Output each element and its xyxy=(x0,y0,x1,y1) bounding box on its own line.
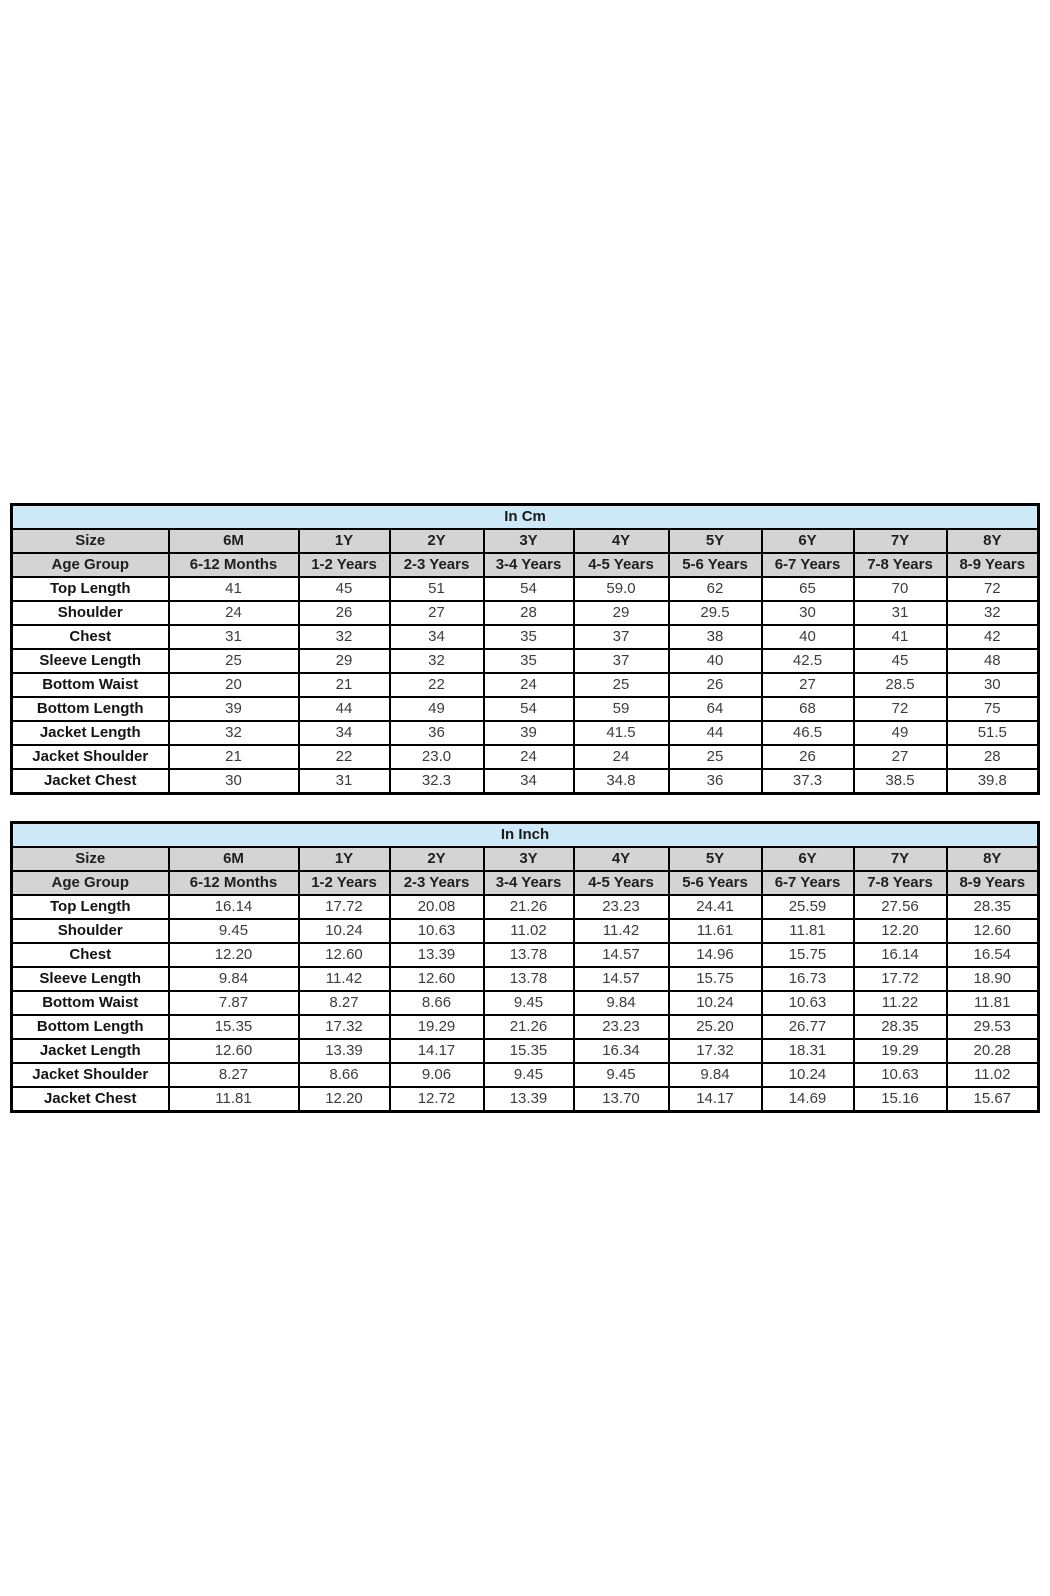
measurement-value: 11.42 xyxy=(299,967,390,991)
measurement-label: Jacket Shoulder xyxy=(12,1063,169,1087)
measurement-label: Jacket Length xyxy=(12,1039,169,1063)
header-value-cell: 6-7 Years xyxy=(762,553,854,577)
measurement-value: 51 xyxy=(390,577,484,601)
measurement-value: 8.27 xyxy=(169,1063,299,1087)
size-table-inch xyxy=(10,821,1040,1113)
measurement-value: 42 xyxy=(947,625,1039,649)
header-value-cell: 8Y xyxy=(947,529,1039,553)
measurement-value: 34 xyxy=(484,769,574,794)
measurement-value: 51.5 xyxy=(947,721,1039,745)
measurement-row xyxy=(12,625,1039,649)
measurement-value: 11.81 xyxy=(947,991,1039,1015)
measurement-value: 36 xyxy=(669,769,762,794)
measurement-value: 26 xyxy=(669,673,762,697)
measurement-value: 27.56 xyxy=(854,895,947,919)
measurement-value: 9.45 xyxy=(169,919,299,943)
measurement-value: 12.20 xyxy=(854,919,947,943)
measurement-value: 13.39 xyxy=(484,1087,574,1112)
measurement-value: 28 xyxy=(947,745,1039,769)
measurement-value: 75 xyxy=(947,697,1039,721)
measurement-value: 8.27 xyxy=(299,991,390,1015)
size-charts-container xyxy=(10,503,1037,1113)
measurement-value: 39 xyxy=(484,721,574,745)
table-title-cm: In Cm xyxy=(12,505,1039,530)
measurement-row xyxy=(12,673,1039,697)
header-value-cell: 4-5 Years xyxy=(574,553,669,577)
measurement-value: 23.23 xyxy=(574,895,669,919)
measurement-label: Bottom Waist xyxy=(12,991,169,1015)
measurement-value: 44 xyxy=(299,697,390,721)
measurement-value: 9.84 xyxy=(574,991,669,1015)
measurement-value: 20 xyxy=(169,673,299,697)
measurement-value: 35 xyxy=(484,649,574,673)
measurement-value: 14.57 xyxy=(574,967,669,991)
measurement-value: 9.84 xyxy=(669,1063,762,1087)
measurement-row xyxy=(12,577,1039,601)
measurement-value: 38.5 xyxy=(854,769,947,794)
table-title-row xyxy=(12,505,1039,530)
measurement-value: 59 xyxy=(574,697,669,721)
measurement-row xyxy=(12,697,1039,721)
measurement-value: 14.17 xyxy=(669,1087,762,1112)
table-title-row xyxy=(12,823,1039,848)
measurement-value: 28.35 xyxy=(854,1015,947,1039)
measurement-label: Shoulder xyxy=(12,601,169,625)
measurement-value: 11.81 xyxy=(169,1087,299,1112)
measurement-value: 72 xyxy=(854,697,947,721)
measurement-value: 32.3 xyxy=(390,769,484,794)
measurement-value: 11.02 xyxy=(484,919,574,943)
measurement-row xyxy=(12,649,1039,673)
size-table-cm xyxy=(10,503,1040,795)
header-value-cell: 8-9 Years xyxy=(947,871,1039,895)
measurement-value: 21 xyxy=(299,673,390,697)
header-value-cell: 1Y xyxy=(299,529,390,553)
measurement-value: 17.32 xyxy=(299,1015,390,1039)
header-value-cell: 2Y xyxy=(390,847,484,871)
measurement-value: 32 xyxy=(947,601,1039,625)
measurement-label: Sleeve Length xyxy=(12,649,169,673)
header-value-cell: 6-12 Months xyxy=(169,871,299,895)
header-value-cell: 1Y xyxy=(299,847,390,871)
measurement-value: 11.42 xyxy=(574,919,669,943)
measurement-value: 21.26 xyxy=(484,895,574,919)
measurement-label: Jacket Length xyxy=(12,721,169,745)
measurement-value: 41 xyxy=(854,625,947,649)
header-value-cell: 6-12 Months xyxy=(169,553,299,577)
measurement-value: 31 xyxy=(854,601,947,625)
measurement-value: 11.81 xyxy=(762,919,854,943)
measurement-value: 39.8 xyxy=(947,769,1039,794)
measurement-value: 12.60 xyxy=(169,1039,299,1063)
header-value-cell: 1-2 Years xyxy=(299,553,390,577)
table-title-inch: In Inch xyxy=(12,823,1039,848)
measurement-value: 40 xyxy=(669,649,762,673)
measurement-row xyxy=(12,919,1039,943)
measurement-value: 12.60 xyxy=(947,919,1039,943)
measurement-value: 30 xyxy=(947,673,1039,697)
measurement-label: Bottom Waist xyxy=(12,673,169,697)
measurement-row xyxy=(12,1015,1039,1039)
measurement-value: 27 xyxy=(390,601,484,625)
measurement-value: 17.72 xyxy=(299,895,390,919)
measurement-value: 15.75 xyxy=(762,943,854,967)
measurement-value: 45 xyxy=(854,649,947,673)
measurement-value: 70 xyxy=(854,577,947,601)
measurement-value: 8.66 xyxy=(299,1063,390,1087)
measurement-value: 30 xyxy=(169,769,299,794)
measurement-value: 12.20 xyxy=(299,1087,390,1112)
measurement-value: 16.34 xyxy=(574,1039,669,1063)
header-value-cell: 7Y xyxy=(854,847,947,871)
measurement-value: 12.20 xyxy=(169,943,299,967)
measurement-value: 32 xyxy=(390,649,484,673)
header-value-cell: 6M xyxy=(169,847,299,871)
measurement-value: 26.77 xyxy=(762,1015,854,1039)
header-value-cell: 5-6 Years xyxy=(669,871,762,895)
measurement-label: Jacket Chest xyxy=(12,769,169,794)
header-value-cell: 8-9 Years xyxy=(947,553,1039,577)
measurement-value: 37.3 xyxy=(762,769,854,794)
measurement-value: 72 xyxy=(947,577,1039,601)
header-value-cell: 7Y xyxy=(854,529,947,553)
header-value-cell: 3-4 Years xyxy=(484,553,574,577)
measurement-value: 13.39 xyxy=(390,943,484,967)
header-value-cell: 6Y xyxy=(762,847,854,871)
measurement-value: 24 xyxy=(484,673,574,697)
measurement-value: 22 xyxy=(390,673,484,697)
header-value-cell: 6-7 Years xyxy=(762,871,854,895)
measurement-value: 8.66 xyxy=(390,991,484,1015)
measurement-value: 11.02 xyxy=(947,1063,1039,1087)
measurement-value: 30 xyxy=(762,601,854,625)
measurement-value: 28 xyxy=(484,601,574,625)
measurement-label: Jacket Chest xyxy=(12,1087,169,1112)
measurement-value: 34 xyxy=(299,721,390,745)
measurement-row xyxy=(12,601,1039,625)
size-header-row xyxy=(12,529,1039,553)
measurement-value: 13.78 xyxy=(484,967,574,991)
measurement-value: 25 xyxy=(669,745,762,769)
measurement-value: 48 xyxy=(947,649,1039,673)
measurement-value: 13.78 xyxy=(484,943,574,967)
measurement-value: 10.24 xyxy=(299,919,390,943)
measurement-label: Top Length xyxy=(12,895,169,919)
header-value-cell: 2-3 Years xyxy=(390,871,484,895)
measurement-value: 12.60 xyxy=(299,943,390,967)
header-value-cell: 7-8 Years xyxy=(854,871,947,895)
measurement-value: 14.57 xyxy=(574,943,669,967)
measurement-value: 12.60 xyxy=(390,967,484,991)
measurement-label: Top Length xyxy=(12,577,169,601)
measurement-value: 22 xyxy=(299,745,390,769)
measurement-row xyxy=(12,769,1039,794)
measurement-value: 54 xyxy=(484,697,574,721)
measurement-value: 20.28 xyxy=(947,1039,1039,1063)
measurement-value: 17.72 xyxy=(854,967,947,991)
measurement-row xyxy=(12,721,1039,745)
measurement-row xyxy=(12,745,1039,769)
measurement-value: 49 xyxy=(390,697,484,721)
measurement-value: 59.0 xyxy=(574,577,669,601)
measurement-value: 18.90 xyxy=(947,967,1039,991)
measurement-value: 25 xyxy=(169,649,299,673)
header-value-cell: 6M xyxy=(169,529,299,553)
measurement-label: Chest xyxy=(12,943,169,967)
measurement-value: 9.06 xyxy=(390,1063,484,1087)
measurement-label: Bottom Length xyxy=(12,1015,169,1039)
measurement-value: 9.45 xyxy=(484,1063,574,1087)
header-label-cell: Size xyxy=(12,847,169,871)
measurement-value: 26 xyxy=(762,745,854,769)
measurement-value: 36 xyxy=(390,721,484,745)
measurement-value: 15.35 xyxy=(484,1039,574,1063)
measurement-row xyxy=(12,895,1039,919)
measurement-value: 10.24 xyxy=(762,1063,854,1087)
measurement-value: 32 xyxy=(299,625,390,649)
measurement-value: 15.16 xyxy=(854,1087,947,1112)
measurement-value: 11.61 xyxy=(669,919,762,943)
measurement-value: 28.35 xyxy=(947,895,1039,919)
measurement-row xyxy=(12,991,1039,1015)
measurement-value: 23.0 xyxy=(390,745,484,769)
measurement-row xyxy=(12,967,1039,991)
measurement-value: 13.39 xyxy=(299,1039,390,1063)
measurement-value: 29.5 xyxy=(669,601,762,625)
measurement-row xyxy=(12,1039,1039,1063)
measurement-value: 16.54 xyxy=(947,943,1039,967)
measurement-value: 14.69 xyxy=(762,1087,854,1112)
measurement-value: 29 xyxy=(299,649,390,673)
header-value-cell: 3-4 Years xyxy=(484,871,574,895)
header-value-cell: 8Y xyxy=(947,847,1039,871)
measurement-value: 13.70 xyxy=(574,1087,669,1112)
header-value-cell: 3Y xyxy=(484,847,574,871)
measurement-value: 44 xyxy=(669,721,762,745)
age-group-header-row xyxy=(12,871,1039,895)
header-label-cell: Age Group xyxy=(12,553,169,577)
measurement-value: 16.14 xyxy=(169,895,299,919)
measurement-value: 9.45 xyxy=(484,991,574,1015)
measurement-value: 15.75 xyxy=(669,967,762,991)
header-value-cell: 7-8 Years xyxy=(854,553,947,577)
measurement-value: 7.87 xyxy=(169,991,299,1015)
size-header-row xyxy=(12,847,1039,871)
measurement-value: 25.59 xyxy=(762,895,854,919)
measurement-value: 11.22 xyxy=(854,991,947,1015)
measurement-value: 15.35 xyxy=(169,1015,299,1039)
measurement-value: 37 xyxy=(574,649,669,673)
measurement-value: 27 xyxy=(854,745,947,769)
measurement-value: 34.8 xyxy=(574,769,669,794)
measurement-value: 40 xyxy=(762,625,854,649)
measurement-value: 24 xyxy=(169,601,299,625)
measurement-value: 9.84 xyxy=(169,967,299,991)
measurement-value: 54 xyxy=(484,577,574,601)
header-label-cell: Size xyxy=(12,529,169,553)
header-value-cell: 2-3 Years xyxy=(390,553,484,577)
header-value-cell: 2Y xyxy=(390,529,484,553)
measurement-label: Shoulder xyxy=(12,919,169,943)
header-value-cell: 5Y xyxy=(669,847,762,871)
measurement-row xyxy=(12,1063,1039,1087)
measurement-value: 31 xyxy=(169,625,299,649)
measurement-value: 41 xyxy=(169,577,299,601)
measurement-value: 10.63 xyxy=(854,1063,947,1087)
measurement-value: 14.96 xyxy=(669,943,762,967)
measurement-value: 64 xyxy=(669,697,762,721)
header-value-cell: 3Y xyxy=(484,529,574,553)
measurement-row xyxy=(12,1087,1039,1112)
measurement-value: 28.5 xyxy=(854,673,947,697)
measurement-value: 62 xyxy=(669,577,762,601)
header-value-cell: 1-2 Years xyxy=(299,871,390,895)
measurement-label: Jacket Shoulder xyxy=(12,745,169,769)
measurement-value: 26 xyxy=(299,601,390,625)
measurement-value: 24.41 xyxy=(669,895,762,919)
measurement-value: 39 xyxy=(169,697,299,721)
measurement-value: 68 xyxy=(762,697,854,721)
measurement-value: 10.63 xyxy=(762,991,854,1015)
measurement-label: Bottom Length xyxy=(12,697,169,721)
measurement-value: 10.63 xyxy=(390,919,484,943)
measurement-value: 24 xyxy=(574,745,669,769)
measurement-value: 9.45 xyxy=(574,1063,669,1087)
measurement-value: 10.24 xyxy=(669,991,762,1015)
measurement-value: 20.08 xyxy=(390,895,484,919)
header-value-cell: 4-5 Years xyxy=(574,871,669,895)
measurement-value: 17.32 xyxy=(669,1039,762,1063)
measurement-value: 16.73 xyxy=(762,967,854,991)
measurement-value: 18.31 xyxy=(762,1039,854,1063)
measurement-value: 32 xyxy=(169,721,299,745)
measurement-value: 38 xyxy=(669,625,762,649)
measurement-value: 35 xyxy=(484,625,574,649)
measurement-value: 23.23 xyxy=(574,1015,669,1039)
age-group-header-row xyxy=(12,553,1039,577)
measurement-value: 31 xyxy=(299,769,390,794)
measurement-value: 12.72 xyxy=(390,1087,484,1112)
measurement-value: 21 xyxy=(169,745,299,769)
measurement-value: 29 xyxy=(574,601,669,625)
measurement-value: 37 xyxy=(574,625,669,649)
measurement-label: Sleeve Length xyxy=(12,967,169,991)
header-value-cell: 5-6 Years xyxy=(669,553,762,577)
measurement-value: 19.29 xyxy=(390,1015,484,1039)
measurement-value: 15.67 xyxy=(947,1087,1039,1112)
measurement-value: 41.5 xyxy=(574,721,669,745)
measurement-label: Chest xyxy=(12,625,169,649)
measurement-value: 25.20 xyxy=(669,1015,762,1039)
measurement-value: 29.53 xyxy=(947,1015,1039,1039)
header-value-cell: 5Y xyxy=(669,529,762,553)
measurement-value: 46.5 xyxy=(762,721,854,745)
measurement-value: 42.5 xyxy=(762,649,854,673)
measurement-value: 24 xyxy=(484,745,574,769)
measurement-value: 21.26 xyxy=(484,1015,574,1039)
measurement-value: 14.17 xyxy=(390,1039,484,1063)
header-label-cell: Age Group xyxy=(12,871,169,895)
measurement-value: 19.29 xyxy=(854,1039,947,1063)
measurement-value: 65 xyxy=(762,577,854,601)
measurement-value: 27 xyxy=(762,673,854,697)
header-value-cell: 4Y xyxy=(574,847,669,871)
measurement-value: 34 xyxy=(390,625,484,649)
measurement-value: 49 xyxy=(854,721,947,745)
measurement-value: 25 xyxy=(574,673,669,697)
header-value-cell: 4Y xyxy=(574,529,669,553)
measurement-row xyxy=(12,943,1039,967)
header-value-cell: 6Y xyxy=(762,529,854,553)
measurement-value: 45 xyxy=(299,577,390,601)
measurement-value: 16.14 xyxy=(854,943,947,967)
